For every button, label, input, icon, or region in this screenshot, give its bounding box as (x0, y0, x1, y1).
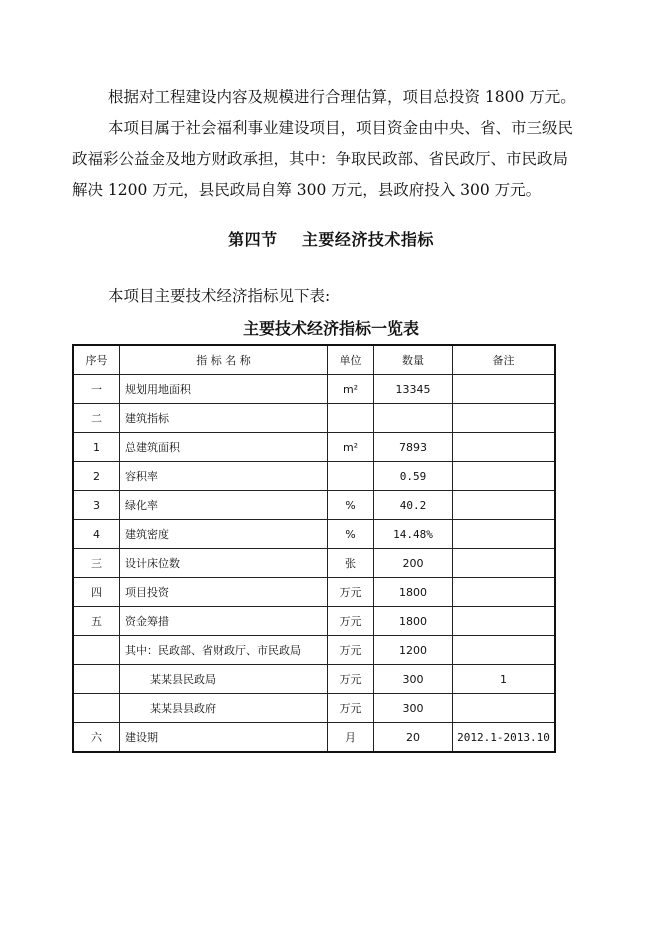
row-unit: 万元 (328, 694, 374, 723)
row-no (73, 636, 120, 665)
row-unit (328, 462, 374, 491)
row-qty: 1800 (374, 607, 453, 636)
table-row (73, 375, 555, 404)
table-title: 主要技术经济指标一览表 (242, 319, 419, 338)
row-qty: 20 (374, 723, 453, 753)
row-name: 建设期 (120, 723, 328, 753)
row-unit: 张 (328, 549, 374, 578)
row-note (453, 433, 556, 462)
row-qty: 40.2 (374, 491, 453, 520)
row-note (453, 636, 556, 665)
row-note (453, 462, 556, 491)
row-unit: m² (328, 433, 374, 462)
row-no: 3 (73, 491, 120, 520)
funding-line-2: 政福彩公益金及地方财政承担，其中：争取民政部、省民政厅、市民政局 (72, 150, 569, 168)
row-no: 2 (73, 462, 120, 491)
row-note (453, 578, 556, 607)
row-no: 四 (73, 578, 120, 607)
row-unit: % (328, 491, 374, 520)
row-unit: 万元 (328, 636, 374, 665)
table-row (73, 404, 555, 433)
investment-line: 根据对工程建设内容及规模进行合理估算，项目总投资 1800 万元。 (108, 88, 576, 106)
row-note (453, 694, 556, 723)
row-unit: m² (328, 375, 374, 404)
row-no: 1 (73, 433, 120, 462)
row-qty: 300 (374, 665, 453, 694)
row-note: 2012.1-2013.10 (453, 723, 556, 753)
row-qty: 0.59 (374, 462, 453, 491)
table-row (73, 607, 555, 636)
row-note (453, 607, 556, 636)
row-name: 某某县县政府 (120, 694, 328, 723)
row-no: 六 (73, 723, 120, 753)
funding-paragraph (72, 113, 592, 206)
row-note (453, 375, 556, 404)
row-name: 建筑指标 (120, 404, 328, 433)
row-name: 绿化率 (120, 491, 328, 520)
row-unit: 万元 (328, 665, 374, 694)
row-qty: 200 (374, 549, 453, 578)
table-row (73, 665, 555, 694)
row-name: 资金筹措 (120, 607, 328, 636)
row-qty (374, 404, 453, 433)
row-unit: 万元 (328, 578, 374, 607)
row-unit: 万元 (328, 607, 374, 636)
row-no: 4 (73, 520, 120, 549)
table-row (73, 636, 555, 665)
row-no: 三 (73, 549, 120, 578)
table-row (73, 549, 555, 578)
table-row (73, 462, 555, 491)
table-row (73, 433, 555, 462)
table-row (73, 723, 555, 753)
row-no: 一 (73, 375, 120, 404)
table-row (73, 520, 555, 549)
header-qty: 数量 (374, 345, 453, 375)
row-qty: 14.48% (374, 520, 453, 549)
section-title: 第四节 主要经济技术指标 (228, 230, 434, 249)
row-note (453, 491, 556, 520)
row-name: 某某县民政局 (120, 665, 328, 694)
header-name: 指 标 名 称 (120, 345, 328, 375)
row-name: 规划用地面积 (120, 375, 328, 404)
row-name: 项目投资 (120, 578, 328, 607)
row-name: 其中：民政部、省财政厅、市民政局 (120, 636, 328, 665)
table-row (73, 694, 555, 723)
row-qty: 7893 (374, 433, 453, 462)
table-row (73, 491, 555, 520)
table-row (73, 578, 555, 607)
row-no (73, 665, 120, 694)
header-no: 序号 (73, 345, 120, 375)
row-unit: % (328, 520, 374, 549)
row-qty: 1800 (374, 578, 453, 607)
row-no (73, 694, 120, 723)
row-note (453, 520, 556, 549)
funding-line-3: 解决 1200 万元，县民政局自筹 300 万元，县政府投入 300 万元。 (72, 181, 542, 199)
header-unit: 单位 (328, 345, 374, 375)
funding-line-1: 本项目属于社会福利事业建设项目，项目资金由中央、省、市三级民 (108, 119, 574, 137)
row-qty: 300 (374, 694, 453, 723)
row-note (453, 549, 556, 578)
row-qty: 13345 (374, 375, 453, 404)
row-qty: 1200 (374, 636, 453, 665)
row-no: 二 (73, 404, 120, 433)
row-name: 容积率 (120, 462, 328, 491)
row-name: 建筑密度 (120, 520, 328, 549)
row-note (453, 404, 556, 433)
row-no: 五 (73, 607, 120, 636)
investment-paragraph (72, 82, 592, 113)
table-header-row (73, 345, 555, 375)
header-note: 备注 (453, 345, 556, 375)
indicators-table (72, 344, 556, 753)
table-intro: 本项目主要技术经济指标见下表: (108, 287, 331, 305)
row-name: 总建筑面积 (120, 433, 328, 462)
row-note: 1 (453, 665, 556, 694)
row-name: 设计床位数 (120, 549, 328, 578)
row-unit: 月 (328, 723, 374, 753)
row-unit (328, 404, 374, 433)
